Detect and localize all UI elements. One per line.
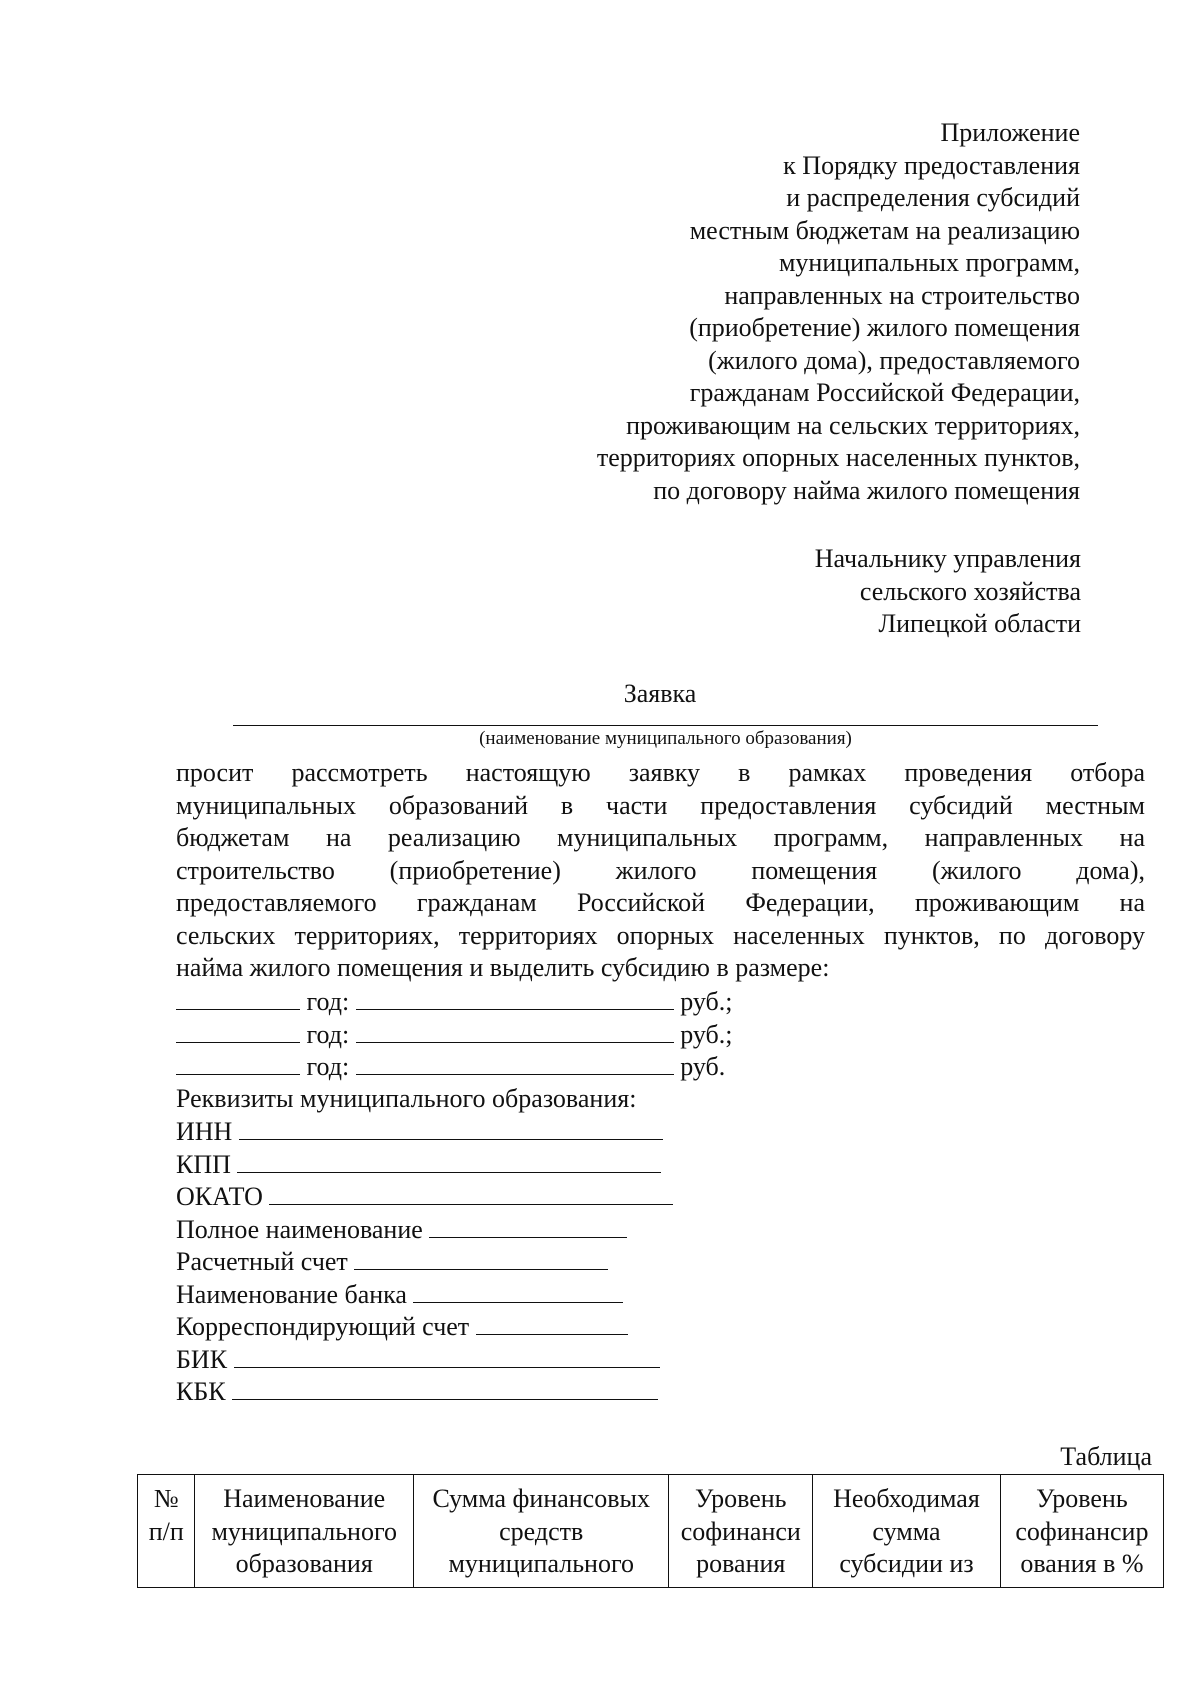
- bank-name-blank[interactable]: [413, 1280, 623, 1303]
- paragraph-line: сельских территориях, территориях опорных населенных пунктов, по договору: [176, 920, 1145, 950]
- subsidy-amounts: [176, 986, 733, 1084]
- recipient-block: [661, 543, 1081, 641]
- paragraph-line: предоставляемого гражданам Российской Федерации, проживающим на: [176, 888, 1145, 917]
- currency-label: руб.: [680, 1052, 726, 1081]
- header-line: муниципального: [211, 1516, 397, 1546]
- requisite-label: Корреспондирующий счет: [176, 1312, 470, 1341]
- municipality-name-caption: (наименование муниципального образования): [479, 728, 852, 749]
- requisite-label: ИНН: [176, 1117, 233, 1146]
- kbk-blank[interactable]: [232, 1377, 658, 1400]
- appendix-line: муниципальных программ,: [778, 248, 1080, 277]
- subsidy-row: [176, 1019, 733, 1052]
- currency-label: руб.;: [680, 1019, 733, 1049]
- requisite-row: [176, 1116, 673, 1149]
- header-line: рования: [696, 1549, 786, 1578]
- recipient-line: сельского хозяйства: [859, 576, 1081, 606]
- subsidy-table: [137, 1474, 1164, 1588]
- year-label: год:: [306, 987, 350, 1016]
- header-required-subsidy: [813, 1475, 1001, 1588]
- request-paragraph: [176, 757, 1145, 985]
- requisite-label: Наименование банка: [176, 1279, 407, 1309]
- header-line: субсидии из: [839, 1549, 974, 1578]
- requisite-row: [176, 1181, 673, 1214]
- requisite-label: БИК: [176, 1344, 228, 1374]
- year-blank[interactable]: [176, 987, 300, 1010]
- requisite-row: [176, 1149, 673, 1182]
- recipient-line: Липецкой области: [878, 609, 1081, 638]
- header-line: Уровень: [1036, 1484, 1128, 1513]
- header-line: софинансир: [1015, 1516, 1149, 1546]
- full-name-blank[interactable]: [429, 1215, 627, 1238]
- appendix-line: местным бюджетам на реализацию: [689, 215, 1080, 245]
- requisite-label: КПП: [176, 1149, 231, 1179]
- amount-blank[interactable]: [356, 1052, 674, 1075]
- header-line: софинанси: [680, 1516, 801, 1546]
- appendix-line: и распределения субсидий: [786, 183, 1080, 212]
- document-title: Заявка: [623, 679, 697, 708]
- recipient-line: Начальнику управления: [814, 544, 1081, 573]
- requisites-title: Реквизиты муниципального образования:: [176, 1084, 637, 1113]
- header-municipality: [195, 1475, 414, 1588]
- header-cofinancing-level: [669, 1475, 813, 1588]
- requisite-label: КБК: [176, 1377, 226, 1406]
- header-line: №: [153, 1484, 179, 1513]
- paragraph-line: просит рассмотреть настоящую заявку в рамках проведения отбора: [176, 758, 1145, 787]
- subsidy-row: [176, 986, 733, 1019]
- requisite-label: ОКАТО: [176, 1182, 263, 1211]
- subsidy-row: [176, 1051, 733, 1084]
- requisite-row: [176, 1279, 673, 1312]
- year-label: год:: [306, 1019, 350, 1049]
- year-blank[interactable]: [176, 1052, 300, 1075]
- table-caption: Таблица: [1060, 1442, 1152, 1471]
- header-line: Необходимая: [833, 1484, 980, 1513]
- bik-blank[interactable]: [234, 1345, 660, 1368]
- appendix-line: гражданам Российской Федерации,: [689, 378, 1080, 407]
- header-cofinancing-percent: [1000, 1475, 1163, 1588]
- appendix-line: (жилого дома), предоставляемого: [708, 345, 1080, 375]
- appendix-line: (приобретение) жилого помещения: [689, 313, 1080, 342]
- paragraph-line: строительство (приобретение) жилого помещения (жилого дома),: [176, 855, 1145, 885]
- header-line: п/п: [148, 1516, 184, 1546]
- appendix-line: Приложение: [940, 118, 1080, 147]
- header-number: [138, 1475, 195, 1588]
- header-line: Наименование: [223, 1484, 386, 1513]
- paragraph-line: бюджетам на реализацию муниципальных программ, направленных на: [176, 823, 1145, 852]
- header-line: ования в %: [1020, 1549, 1144, 1578]
- okato-blank[interactable]: [269, 1182, 673, 1205]
- year-label: год:: [306, 1052, 350, 1081]
- requisite-label: Расчетный счет: [176, 1247, 348, 1276]
- requisite-row: [176, 1311, 673, 1344]
- appendix-heading: [460, 117, 1080, 507]
- appendix-line: проживающим на сельских территориях,: [626, 410, 1080, 440]
- requisites-list: [176, 1116, 673, 1409]
- currency-label: руб.;: [680, 987, 733, 1016]
- appendix-line: направленных на строительство: [724, 280, 1080, 310]
- municipality-name-blank[interactable]: [233, 725, 1098, 726]
- header-line: Уровень: [694, 1484, 787, 1513]
- requisite-row: [176, 1376, 673, 1409]
- table-header-row: [138, 1475, 1164, 1588]
- header-line: сумма: [872, 1516, 941, 1546]
- correspondent-account-blank[interactable]: [476, 1312, 628, 1335]
- header-line: муниципального: [448, 1549, 634, 1578]
- amount-blank[interactable]: [356, 987, 674, 1010]
- kpp-blank[interactable]: [237, 1150, 661, 1173]
- header-line: Сумма финансовых: [432, 1484, 650, 1513]
- appendix-line: к Порядку предоставления: [783, 150, 1080, 180]
- header-line: средств: [499, 1516, 584, 1546]
- account-blank[interactable]: [354, 1247, 608, 1270]
- header-line: образования: [235, 1549, 373, 1578]
- appendix-line: территориях опорных населенных пунктов,: [596, 443, 1080, 472]
- requisite-row: [176, 1344, 673, 1377]
- inn-blank[interactable]: [239, 1117, 663, 1140]
- year-blank[interactable]: [176, 1020, 300, 1043]
- appendix-line: по договору найма жилого помещения: [653, 475, 1080, 505]
- requisite-row: [176, 1214, 673, 1247]
- paragraph-line: муниципальных образований в части предоставления субсидий местным: [176, 790, 1145, 820]
- requisite-row: [176, 1246, 673, 1279]
- header-funds: [413, 1475, 668, 1588]
- amount-blank[interactable]: [356, 1020, 674, 1043]
- paragraph-line: найма жилого помещения и выделить субсидию в размере:: [176, 953, 830, 982]
- requisite-label: Полное наименование: [176, 1214, 423, 1244]
